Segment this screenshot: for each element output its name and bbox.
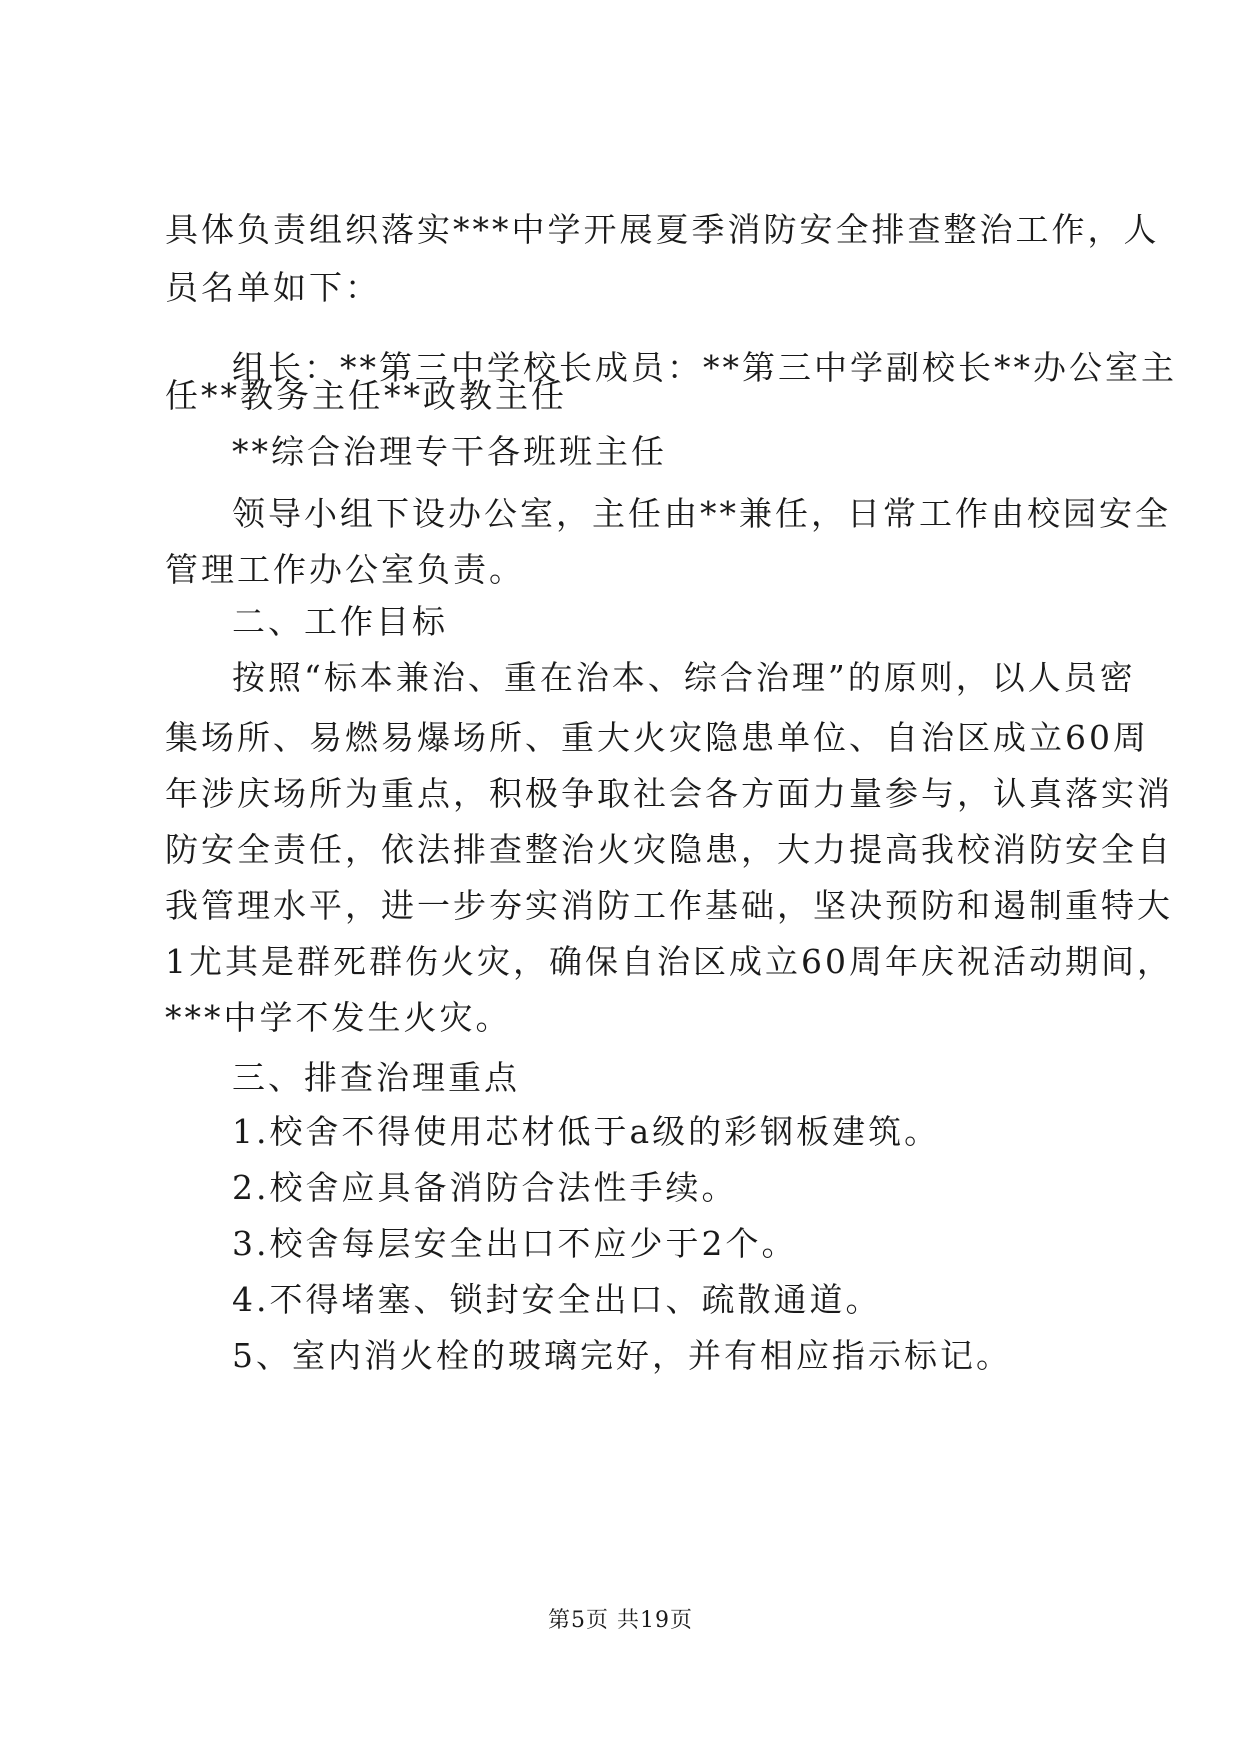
paragraph-line: 具体负责组织落实***中学开展夏季消防安全排查整治工作，人 <box>165 210 1160 249</box>
paragraph-line: 员名单如下： <box>165 268 381 307</box>
paragraph-line: 按照“标本兼治、重在治本、综合治理”的原则，以人员密 <box>232 658 1136 697</box>
list-item: 4.不得堵塞、锁封安全出口、疏散通道。 <box>232 1280 882 1319</box>
paragraph-line: 防安全责任，依法排查整治火灾隐患，大力提高我校消防安全自 <box>165 830 1173 869</box>
section-heading: 三、排查治理重点 <box>232 1058 520 1097</box>
section-heading: 二、工作目标 <box>232 602 448 641</box>
list-item: 1.校舍不得使用芯材低于a级的彩钢板建筑。 <box>232 1112 941 1151</box>
paragraph-line: **综合治理专干各班班主任 <box>232 432 667 471</box>
paragraph-line: 领导小组下设办公室，主任由**兼任，日常工作由校园安全 <box>232 494 1171 533</box>
paragraph-line: 组长：**第三中学校长成员：**第三中学副校长**办公室主 <box>232 348 1177 387</box>
list-item: 5、室内消火栓的玻璃完好，并有相应指示标记。 <box>232 1336 1012 1375</box>
paragraph-line: 1尤其是群死群伤火灾，确保自治区成立60周年庆祝活动期间， <box>165 942 1173 981</box>
paragraph-line: 任**教务主任**政教主任 <box>165 376 567 415</box>
paragraph-line: 我管理水平，进一步夯实消防工作基础，坚决预防和遏制重特大 <box>165 886 1173 925</box>
list-item: 3.校舍每层安全出口不应少于2个。 <box>232 1224 798 1263</box>
paragraph-line: 管理工作办公室负责。 <box>165 550 525 589</box>
paragraph-line: 集场所、易燃易爆场所、重大火灾隐患单位、自治区成立60周 <box>165 718 1149 757</box>
list-item: 2.校舍应具备消防合法性手续。 <box>232 1168 738 1207</box>
paragraph-line: ***中学不发生火灾。 <box>165 998 512 1037</box>
page-footer: 第5页 共19页 <box>548 1608 693 1633</box>
paragraph-line: 年涉庆场所为重点，积极争取社会各方面力量参与，认真落实消 <box>165 774 1173 813</box>
